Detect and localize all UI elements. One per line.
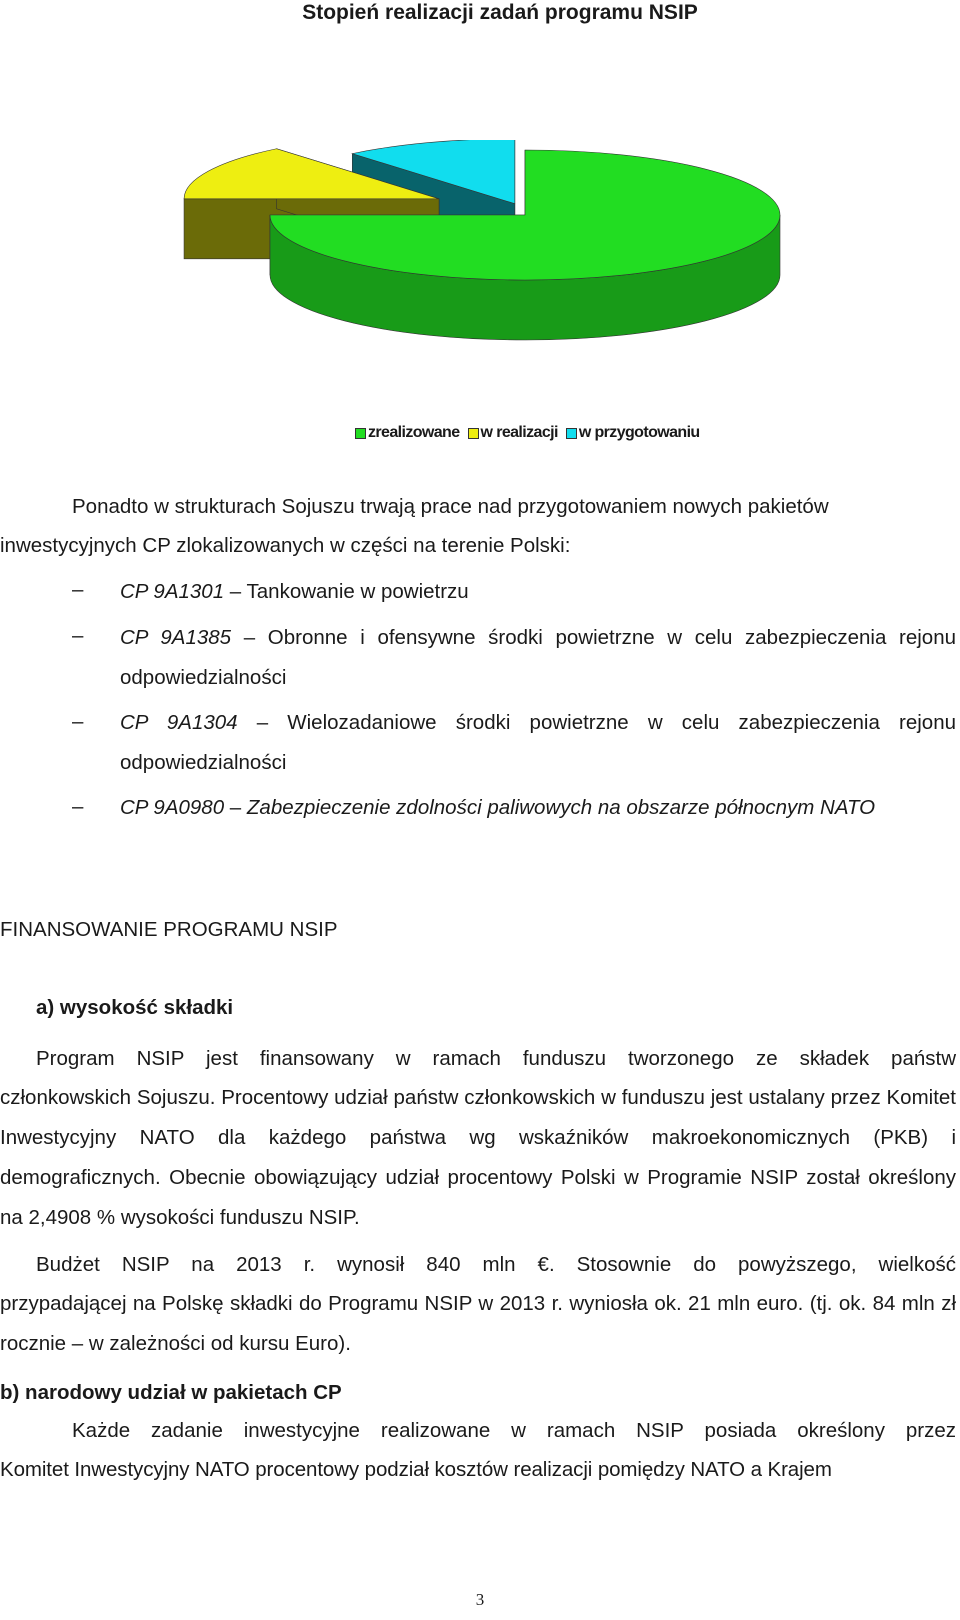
- legend-item-w-realizacji: [468, 424, 558, 442]
- bullet-dash: –: [72, 624, 84, 647]
- subsection-a-heading: a) wysokość składki: [36, 996, 234, 1019]
- bullet-separator: –: [224, 580, 247, 603]
- bullet-text: Wielozadaniowe środki powietrzne w celu zabezpieczenia rejonu odpowiedzialności: [120, 711, 957, 774]
- legend-item-w-przygotowaniu: [566, 424, 700, 442]
- bullet-item-2: [120, 618, 956, 698]
- bullet-separator: –: [231, 626, 268, 649]
- page-number: 3: [475, 1590, 485, 1609]
- bullet-separator: –: [237, 711, 288, 734]
- legend-item-zrealizowane: [355, 424, 460, 442]
- chart-title: Stopień realizacji zadań programu NSIP: [302, 1, 698, 24]
- subsection-a-paragraph-2-rest: przypadającej na Polskę składki do Programu NSIP w 2013 r. wyniosła ok. 21 mln euro. (tj. ok. 84 mln zł rocznie – w zależności od kursu Euro).: [0, 1292, 956, 1355]
- bullet-dash: –: [72, 795, 84, 818]
- bullet-code: CP 9A1304: [120, 711, 238, 734]
- section-heading: FINANSOWANIE PROGRAMU NSIP: [0, 918, 338, 941]
- bullet-item-1: [120, 572, 956, 612]
- bullet-item-4: [120, 788, 956, 828]
- bullet-dash: –: [72, 578, 84, 601]
- subsection-a-paragraph-1-rest: członkowskich Sojuszu. Procentowy udział państw członkowskich w funduszu jest ustalany przez Komitet Inwestycyjny NATO dla każdego państwa wg wskaźników makroekonomicznych (PKB) i demograficznych. Obecnie obowiązujący udział procentowy Polski w Programie NSIP został określony na 2,4908 % wysokości funduszu NSIP.: [0, 1086, 956, 1229]
- intro-line-1: Ponadto w strukturach Sojuszu trwają prace nad przygotowaniem nowych pakietów: [72, 495, 829, 518]
- bullet-code: CP 9A1385: [120, 626, 232, 649]
- subsection-b-paragraph-first: Każde zadanie inwestycyjne realizowane w ramach NSIP posiada określony przez: [72, 1419, 956, 1442]
- legend-swatch-w-realizacji: [468, 428, 479, 439]
- pie-chart: [0, 140, 960, 380]
- bullet-separator: –: [224, 796, 247, 819]
- pie-slice-top-zrealizowane: [270, 150, 780, 280]
- legend-label-zrealizowane: zrealizowane: [368, 424, 460, 441]
- subsection-a-paragraph-1-first: Program NSIP jest finansowany w ramach funduszu tworzonego ze składek państw: [36, 1047, 956, 1070]
- bullet-text: Tankowanie w powietrzu: [246, 580, 469, 603]
- legend-swatch-zrealizowane: [355, 428, 366, 439]
- bullet-text: Obronne i ofensywne środki powietrzne w celu zabezpieczenia rejonu odpowiedzialności: [120, 626, 956, 689]
- subsection-b-heading: b) narodowy udział w pakietach CP: [0, 1381, 342, 1404]
- bullet-code: CP 9A1301: [120, 580, 225, 603]
- legend-label-w-przygotowaniu: w przygotowaniu: [578, 424, 700, 441]
- legend-label-w-realizacji: w realizacji: [480, 424, 558, 441]
- bullet-item-3: [120, 703, 956, 783]
- legend-swatch-w-przygotowaniu: [566, 428, 577, 439]
- subsection-a-paragraph-2-first: Budżet NSIP na 2013 r. wynosił 840 mln €. Stosownie do powyższego, wielkość: [36, 1253, 956, 1276]
- chart-legend: [355, 424, 708, 442]
- pie-chart-svg: [0, 140, 960, 380]
- bullet-text: Zabezpieczenie zdolności paliwowych na obszarze północnym NATO: [246, 796, 876, 819]
- intro-line-2: inwestycyjnych CP zlokalizowanych w części na terenie Polski:: [0, 534, 571, 557]
- subsection-b-paragraph-rest: Komitet Inwestycyjny NATO procentowy podział kosztów realizacji pomiędzy NATO a Krajem: [0, 1458, 832, 1481]
- bullet-dash: –: [72, 710, 84, 733]
- bullet-code: CP 9A0980: [120, 796, 225, 819]
